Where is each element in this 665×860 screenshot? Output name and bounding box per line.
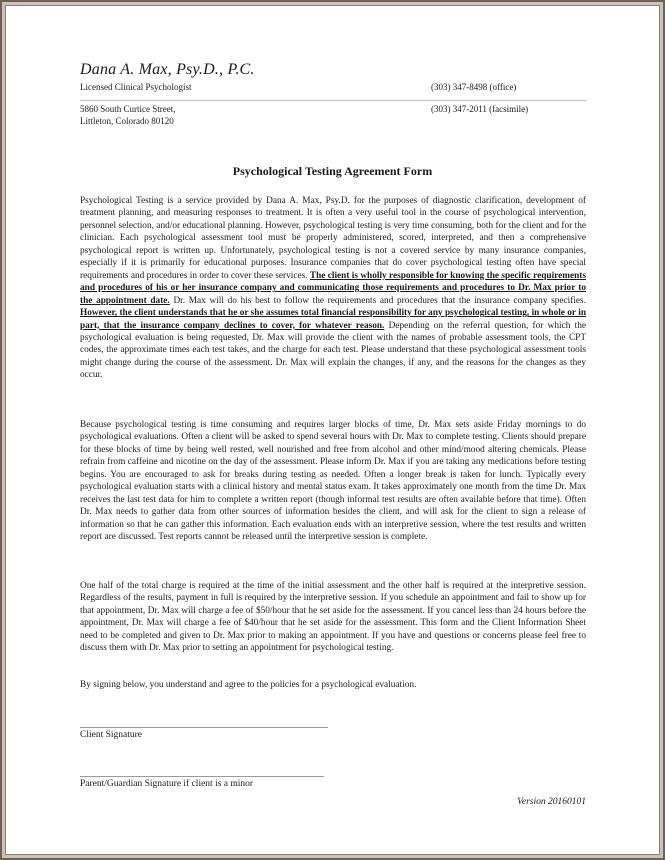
practice-name: Dana A. Max, Psy.D., P.C. — [80, 61, 255, 78]
responsibility-clause: The client is wholly responsible for knowing the specific requirements and procedures of his or her insurance company and communicating those requirements and procedures to Dr. Max prior to the appointment date. — [80, 270, 586, 306]
letterhead-divider — [80, 100, 586, 101]
paragraph-insurance — [80, 195, 586, 382]
fax-phone: (303) 347-2011 (facsimile) — [431, 104, 529, 114]
financial-responsibility-clause: However, the client understands that he or she assumes total financial responsibility for any psychological testing, in whole or in part, that the insurance company declines to cover, for whatever reason. — [80, 308, 586, 331]
paragraph-payment: One half of the total charge is required at the time of the initial assessment and the other half is required at the interpretive session. Regardless of the results, payment in full is required by the interpretive session. If you schedule an appointment and fail to show up for that appointment, Dr. Max will charge a fee of $50/hour that he set aside for the assessment. If you cancel less than 24 hours before the appointment, Dr. Max will charge a fee of $40/hour that he set aside for the assessment. This form and the Client Information Sheet need to be completed and given to Dr. Max prior to making an appointment. If you have and questions or concerns please feel free to discuss them with Dr. Max prior to setting an appointment for psychological testing. — [80, 581, 586, 654]
client-signature-line[interactable] — [80, 727, 328, 728]
paragraph-agreement: By signing below, you understand and agree to the policies for a psychological evaluation. — [80, 680, 417, 690]
address-line-1: 5860 South Curtice Street, — [80, 104, 176, 114]
paragraph-1-text-b: Dr. Max will do his best to follow the requirements and procedures that the insurance company specifies. — [173, 295, 587, 306]
paragraph-1-text-c: Depending on the referral question, for which the psychological evaluation is being requested, Dr. Max will provide the client with the names of probable assessment tools, the CPT codes, the approximate times each test takes, and the charge for each test. Please understand that these psychological assessment tools might change during the course of the assessment. Dr. Max will explain the changes, if any, and the reasons for the changes as they occur. — [80, 320, 586, 381]
paragraph-1-text-a: Psychological Testing is a service provided by Dana A. Max, Psy.D. for the purposes of diagnostic clarification, development of treatment planning, and measuring responses to treatment. It is often a very useful tool in the course of psychological intervention, personnel selection, and/or educational planning. However, psychological testing is very time consuming, both for the client and for the clinician. Each psychological assessment tool must be properly administered, scored, interpreted, and then a comprehensive psychological report is written up. Unfortunately, psychological testing is not a covered service by many insurance companies, especially if it is primarily for educational purposes. Insurance companies that do cover psychological testing often have special requirements and procedures in order to cover these services. — [80, 196, 586, 281]
credential: Licensed Clinical Psychologist — [80, 82, 192, 92]
guardian-signature-line[interactable] — [80, 776, 324, 777]
address-line-2: Littleton, Colorado 80120 — [80, 116, 174, 126]
office-phone: (303) 347-8498 (office) — [431, 82, 517, 92]
paragraph-scheduling: Because psychological testing is time consuming and requires larger blocks of time, Dr. Max sets aside Friday mornings to do psychological evaluations. Often a client will be asked to spend several hours with Dr. Max to complete testing. Clients should prepare for these blocks of time by being well rested, well nourished and free from alcohol and other mind/mood altering chemicals. Please refrain from caffeine and nicotine on the day of the assessment. Please inform Dr. Max if you are taking any medications before testing begins. You are encouraged to ask for breaks during testing as needed. Often a longer break is taken for lunch. Typically every psychological evaluation starts with a clinical history and mental status exam. It takes approximately one month from the time Dr. Max receives the last test data for him to complete a written report (though informal test results are often available before that time). Often Dr. Max needs to gather data from other sources of information besides the client, and will ask for the client to sign a release of information so that he can gather this information. Each evaluation ends with an interpretive session, where the test results and written report are discussed. Test reports cannot be released until the interpretive session is complete. — [80, 420, 586, 543]
version-label: Version 20160101 — [517, 797, 586, 807]
guardian-signature-label: Parent/Guardian Signature if client is a minor — [80, 779, 254, 789]
form-title: Psychological Testing Agreement Form — [232, 164, 433, 178]
client-signature-label: Client Signature — [80, 730, 143, 740]
